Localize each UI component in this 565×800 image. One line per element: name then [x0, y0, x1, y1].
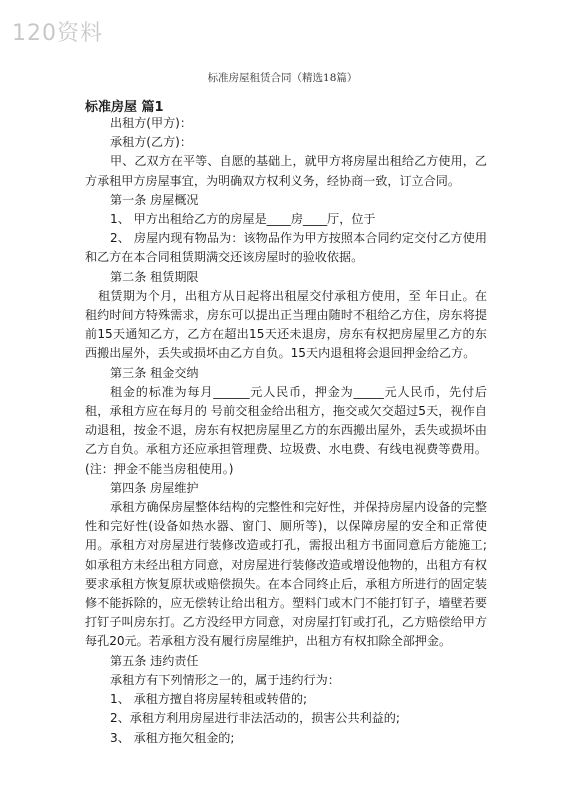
article-5-intro: 承租方有下列情形之一的，属于违约行为： — [110, 672, 340, 687]
article-1-item-2: 2、 房屋内现有物品为：该物品作为甲方按照本合同约定交付乙方使用和乙方在本合同租赁期满交还该房屋时的验收依据。 — [85, 231, 487, 265]
document-title: 标准房屋租赁合同（精选18篇） — [207, 72, 358, 84]
article-4-heading: 第四条 房屋维护 — [110, 480, 199, 495]
article-5-item-1: 1、 承租方擅自将房屋转租或转借的; — [110, 692, 308, 707]
article-5-item-2: 2、承租方利用房屋进行非法活动的，损害公共利益的; — [110, 711, 400, 726]
article-1-heading: 第一条 房屋概况 — [110, 192, 199, 207]
watermark: 120资料 — [12, 21, 103, 46]
article-1-item-1: 1、 甲方出租给乙方的房屋是____房____厅，位于 — [110, 212, 376, 227]
article-4-paragraph: 承租方确保房屋整体结构的完整性和完好性，并保持房屋内设备的完整性和完好性(设备如热水器、窗门、厕所等)，以保障房屋的安全和正常使用。承租方对房屋进行装修改造或打孔，需报出租方书面同意后方能施工;如承租方未经出租方同意，对房屋进行装修改造或增设他物的，出租方有权要求承租方恢复原状或赔偿损失。在本合同终止后，承租方所进行的固定装修不能拆除的，应无偿转让给出租方。塑料门或木门不能打钉子，墙壁若要打钉子叫房东打。乙方没经甲方同意，对房屋打钉或打孔，乙方赔偿给甲方每孔20元。若承租方没有履行房屋维护，出租方有权扣除全部押金。 — [85, 500, 487, 649]
article-5-item-3: 3、 承租方拖欠租金的; — [110, 730, 235, 745]
party-b-line: 承租方(乙方)： — [110, 135, 192, 150]
section-heading: 标准房屋 篇1 — [85, 100, 164, 115]
party-a-line: 出租方(甲方)： — [110, 116, 192, 130]
preamble-paragraph: 甲、乙双方在平等、自愿的基础上，就甲方将房屋出租给乙方使用，乙方承租甲方房屋事宜，为明确双方权利义务，经协商一致，订立合同。 — [85, 154, 487, 188]
article-2-paragraph: 租赁期为个月，出租方从日起将出租屋交付承租方使用，至 年日止。在租约时间方特殊需求，房东可以提出正当理由随时不租给乙方住，房东将提前15天通知乙方，乙方在超出15天还未退房，房东有权把房屋里乙方的东西搬出屋外，丢失或损坏由乙方自负。15天内退租将会退回押金给乙方。 — [85, 288, 487, 361]
article-5-heading: 第五条 违约责任 — [110, 653, 199, 668]
article-2-heading: 第二条 租赁期限 — [110, 269, 199, 284]
article-3-heading: 第三条 租金交纳 — [110, 365, 199, 380]
document-body — [85, 114, 487, 748]
article-3-paragraph: 租金的标准为每月______元人民币，押金为_____元人民币，先付后租，承租方应在每月的 号前交租金给出租方，拖交或欠交超过5天，视作自动退租，按金不退，房东有权把房屋里乙方的东西搬出屋外，丢失或损坏由乙方自负。承租方还应承担管理费、垃圾费、水电费、有线电视费等费用。(注：押金不能当房租使用。) — [85, 384, 487, 476]
